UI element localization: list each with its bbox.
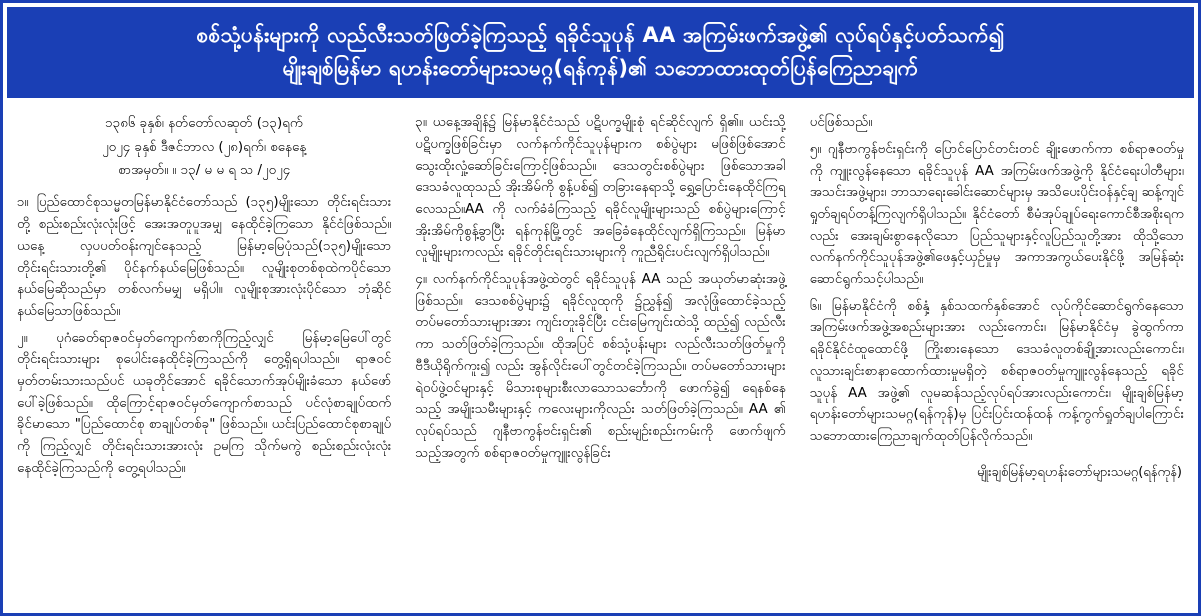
reference-number: စာအမှတ်။ ။ ၁၃/ မ မ ရ သ /၂၀၂၄ [118,163,291,178]
paragraph-1: ၁။ ပြည်ထောင်စုသမ္မတမြန်မာနိုင်ငံတော်သည် (၁၃၅)မျိုးသော တိုင်းရင်းသားတို့ စည်းစည်းလုံးလုံးဖြင့် အေးအတူပူအမျှ နေထိုင်ခဲ့ကြသော နိုင်ငံဖြစ်သည်။ ယနေ့ လှပပတ်ဝန်းကျင်နေသည့် မြန်မာ့မြေပုံသည်(၁၃၅)မျိုးသော တိုင်းရင်းသားတို့၏ ပိုင်နက်နယ်မြေဖြစ်သည်။ လူမျိုးစုတစ်စုထဲကပိုင်သော နယ်မြေဆိုသည်မှာ တစ်လက်မမျှ မရှိပါ။ လူမျိုးစုအားလုံးပိုင်သော ဘုံဆိုင်နယ်မြေသာဖြစ်သည်။ [17,195,392,319]
paragraph-4: ၄။ လက်နက်ကိုင်သူပုန်အဖွဲ့ထဲတွင် ရခိုင်သူပုန် AA သည် အယုတ်မာဆုံးအဖွဲ့ဖြစ်သည်။ ဒေသစစ်ပွဲများ၌ ရခိုင်လူထုကို ၌ညွှန်၍ အလုံဖြုံထောင်ခဲ့သည့် တပ်မတော်သားများအား ကျင်းတူးခိုင်ပြီး ငင်းမြေကျင်းထဲသို့ ထည့်၍ လည်လီးကာ သတ်ဖြတ်ခဲ့ကြသည်။ ထိုအပြင် စစ်သုံ့ပန်းများ လည်လီးသတ်ဖြတ်မှုကို ဗီဒီယိုရိုက်ကူး၍ လည်း အွန်လိုင်းပေါ်တွင်တင်ခဲ့ကြသည်။ တပ်မတော်သားများ ရဲဝပ်ဖွဲ့ဝင်များနှင့် မိသားစုများစီးလာသောသင်္ဘောကို ဖောက်ခွဲ၍ ရေနစ်နေသည့် အမျိုးသမီးများနှင့် ကလေးများကိုလည်း သတ်ဖြတ်ခဲ့ကြသည်။ AA ၏ လုပ်ရပ်သည် ဂျနီဗာကွန်ဗင်းရှင်း၏ စည်းမျဉ်းစည်းကမ်းကို ဖောက်ဖျက်သည့်အတွက် စစ်ရာဇဝတ်မှုကျူးလွန်ခြင်း [415,272,786,461]
column-center [411,112,789,564]
title-line-1: စစ်သုံ့ပန်းများကို လည်လီးသတ်ဖြတ်ခဲ့ကြသည့် ရခိုင်သူပုန် AA အကြမ်းဖက်အဖွဲ့၏ လုပ်ရပ်နှင့်ပတ်သက်၍ [196,23,1005,47]
paragraph-3: ၃။ ယနေ့အချိန်၌ မြန်မာနိုင်ငံသည် ပဋိပက္ခမျိုးစုံ ရင်ဆိုင်လျက် ရှိ၏။ ယင်းသို့ ပဋိပက္ခဖြစ်ခြင်းမှာ လက်နက်ကိုင်သူပုန်များက စစ်ပွဲများ မဖြစ်ဖြစ်အောင် သွေးထိုးလှုံ့ဆော်ခြင်းကြောင့်ဖြစ်သည်။ ဒေသတွင်းစစ်ပွဲများ ဖြစ်သောအခါ ဒေသခံလူထုသည် အိုးအိမ်ကို စွန့်ပစ်၍ တခြားနေရာသို့ ရွှေ့ပြောင်းနေထိုင်ကြရလေသည်။AA ကို လက်ခံခံကြသည့် ရခိုင်လူမျိုးများသည် စစ်ပွဲများကြောင့် အိုးအိမ်ကိုစွန့်ခွာပြီး ရန်ကုန်မြို့တွင် အခြေခံနေထိုင်လျက်ရှိကြသည်။ မြန်မာလူမျိုးများကလည်း ရခိုင်တိုင်းရင်းသားများကို ကူညီရိုင်းပင်းလျက်ရှိပါသည်။ [415,115,786,261]
date-line-1: ၁၃၈၆ ခုနှစ်၊ နတ်တော်လဆုတ် (၁၃)ရက် [105,116,304,132]
signature-block: မျိုးချစ်မြန်မာ့ရဟန်းတော်များသမဂ္ဂ(ရန်ကုန်) [976,464,1182,480]
document-title-banner [7,7,1194,98]
paragraph-6: ၆။ မြန်မာနိုင်ငံကို စစ်နှံ့ နှစ်သထက်နှစ်အောင် လုပ်ကိုင်ဆောင်ရွက်နေသော အကြမ်းဖက်အဖွဲ့အစည်းများအား လည်းကောင်း၊ မြန်မာနိုင်ငံမှ ခွဲထွက်ကာ ရခိုင်နိုင်ငံထူထောင်ဖို့ ကြိုးစားနေသော ဒေသခံလူတစ်ချို့အားလည်းကောင်း၊ လူသားချင်းစာနာထောက်ထားမှုမရှိတဲ့ စစ်ရာဇဝတ်မှုကျူးလွန်နေသည့် ရခိုင်သူပုန် AA အဖွဲ့၏ လူမဆန်သည့်လုပ်ရပ်အားလည်းကောင်း၊ မျိုးချစ်မြန်မာ့ရဟန်းတော်များသမဂ္ဂ(ရန်ကုန်)မှ ပြင်းပြင်းထန်ထန် ကန့်ကွက်ရှုတ်ချပါကြောင်း သဘောထားကြေညာချက်ထုတ်ပြန်လိုက်သည်။ [809,298,1184,444]
paragraph-5: ၅။ ဂျနီဗာကွန်ဗင်းရှင်းကို ပြောင်ပြောင်တင်းတင် ချိုးဖောက်ကာ စစ်ရာဇဝတ်မှုကို ကျူးလွန်နေသော ရခိုင်သူပုန် AA အကြမ်းဖက်အဖွဲ့ကို နိုင်ငံရေးပါတီများ၊ အသင်းအဖွဲ့များ၊ ဘာသာရေးခေါင်းဆောင်များမှ အသိပေးပိုင်းဝန်နှင့်ချ ဆန့်ကျင်ရှုတ်ချရပ်တန့်ကြလျက်ရှိပါသည်။ နိုင်ငံတော် စီမံအုပ်ချုပ်ရေးကောင်စီအစိုးရကလည်း အေးချမ်းစွာနေလိုသော ပြည်သူများနှင့်လူပြည်သူတို့အား ထိုသို့သော လက်နက်ကိုင်သူပုန်အဖွဲ့၏ဖေနှင့်ယှဉ်မှုမှ အကာအကွယ်ပေးနိုင်ဖို့ အမြန်ဆုံးဆောင်ရွက်သင့်ပါသည်။ [809,141,1184,288]
document-date-block [17,112,391,182]
date-line-2: ၂၀၂၄ ခုနှစ် ဒီဇင်ဘာလ (၂၈)ရက်၊ စနေနေ့ [102,139,307,155]
paragraph-2: ၂။ ပုဂံခေတ်ရာဇဝင်မှတ်ကျောက်စာကိုကြည့်လျှင် မြန်မာ့မြေပေါ်တွင် တိုင်းရင်းသားများ စုပေါင်းနေထိုင်ခဲ့ကြသည်ကို တွေ့ရှိရပါသည်။ ရာဇဝင်မှတ်တမ်းသားသည်ပင် ယခုတိုင်အောင် ရခိုင်သောက်အုပ်မျိုးခံသော နယ်ဖော်ပေါ်ခဲ့ဖြစ်သည်။ ထိုကြောင့်ရာဇဝင်မှတ်ကျောက်စာသည် ပင်လုံစာချုပ်ထက်ခိုင်မာသော "ပြည်ထောင်စု စာချုပ်တစ်ခု" ဖြစ်သည်။ ယင်းပြည်ထောင်စုစာချုပ်ကို ကြည့်လျှင် တိုင်းရင်းသားအားလုံး ဥမကြ သိုက်မကွဲ စည်းစည်းလုံးလုံး နေထိုင်ခဲ့ကြသည်ကို တွေ့ရပါသည်။ [17,330,392,476]
column-left [17,112,395,564]
paragraph-4-continued: ပင်ဖြစ်သည်။ [809,115,873,131]
title-line-2: မျိုးချစ်မြန်မာ ရဟန်းတော်များသမဂ္ဂ(ရန်ကုန်)၏ သဘောထားထုတ်ပြန်ကြေညာချက် [282,55,919,80]
document-body [3,102,1198,572]
column-right [806,112,1184,564]
